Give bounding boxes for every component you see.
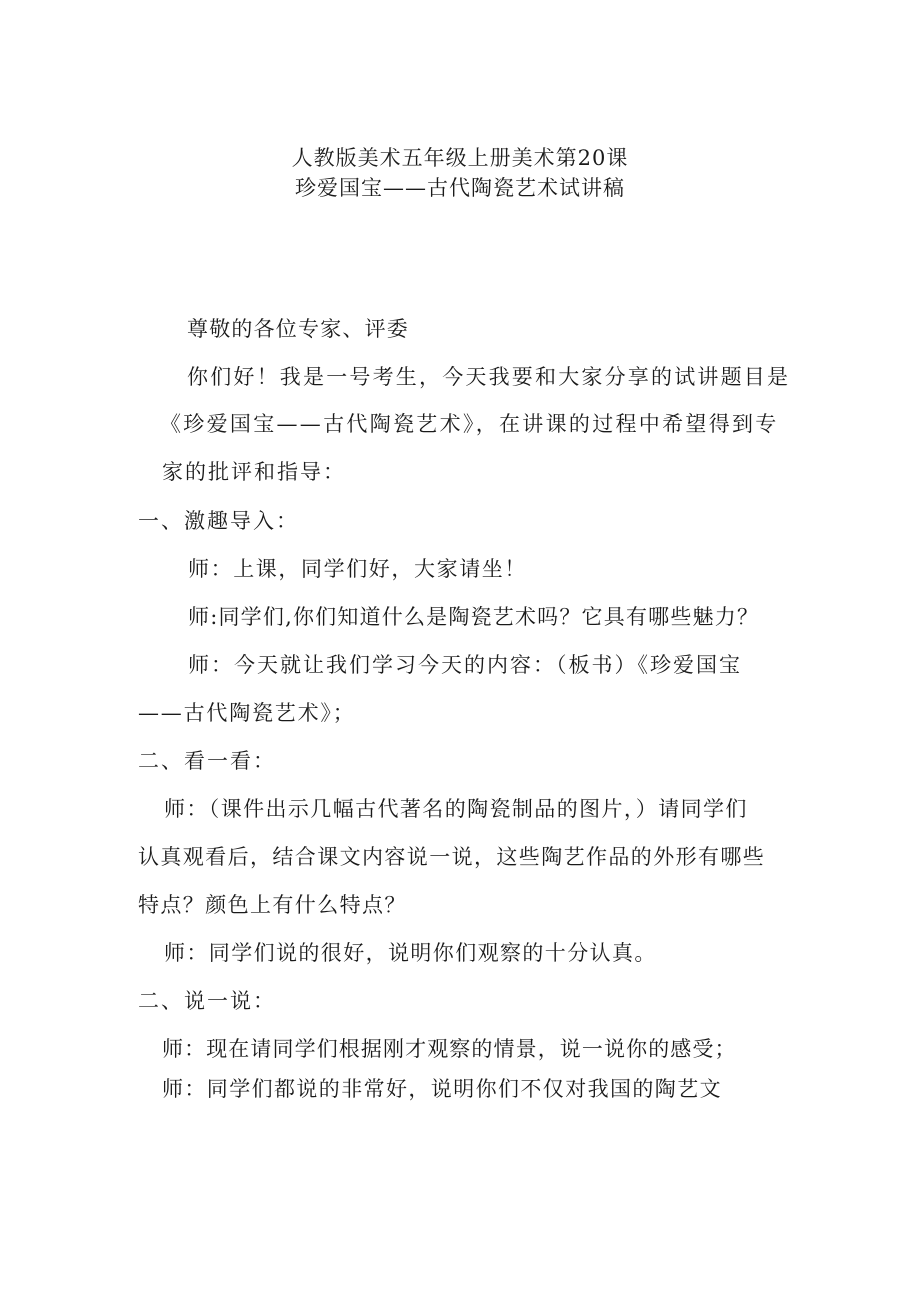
paragraph-line: 师：同学们说的很好，说明你们观察的十分认真。 [164, 941, 657, 965]
intro-line-2: 《珍爱国宝——古代陶瓷艺术》，在讲课的过程中希望得到专 [160, 412, 779, 436]
paragraph-line: 师：（课件出示几幅古代著名的陶瓷制品的图片，）请同学们 [164, 797, 748, 821]
section-heading-3: 二、说一说： [138, 989, 276, 1013]
paragraph-line: 师：现在请同学们根据刚才观察的情景，说一说你的感受； [162, 1037, 737, 1061]
paragraph-line: ——古代陶瓷艺术》； [138, 701, 356, 725]
paragraph-line: 师：同学们都说的非常好，说明你们不仅对我国的陶艺文 [162, 1077, 722, 1101]
document-title-line-2: 珍爱国宝——古代陶瓷艺术试讲稿 [295, 176, 625, 200]
document-title-line-1: 人教版美术五年级上册美术第20课 [291, 146, 629, 170]
paragraph-line: 特点？颜色上有什么特点？ [138, 893, 407, 917]
greeting-line: 尊敬的各位专家、评委 [187, 317, 409, 341]
intro-line-1: 你们好！我是一号考生，今天我要和大家分享的试讲题目是 [187, 365, 791, 389]
paragraph-line: 认真观看后，结合课文内容说一说，这些陶艺作品的外形有哪些 [138, 845, 766, 869]
section-heading-2: 二、看一看： [138, 749, 276, 773]
paragraph-line: 师:同学们,你们知道什么是陶瓷艺术吗？它具有哪些魅力？ [188, 605, 760, 629]
paragraph-line: 师：上课，同学们好，大家请坐！ [188, 557, 527, 581]
paragraph-line: 师：今天就让我们学习今天的内容：（板书）《珍爱国宝 [188, 653, 742, 677]
section-heading-1: 一、激趣导入： [138, 509, 299, 533]
intro-line-3: 家的批评和指导： [162, 460, 346, 484]
